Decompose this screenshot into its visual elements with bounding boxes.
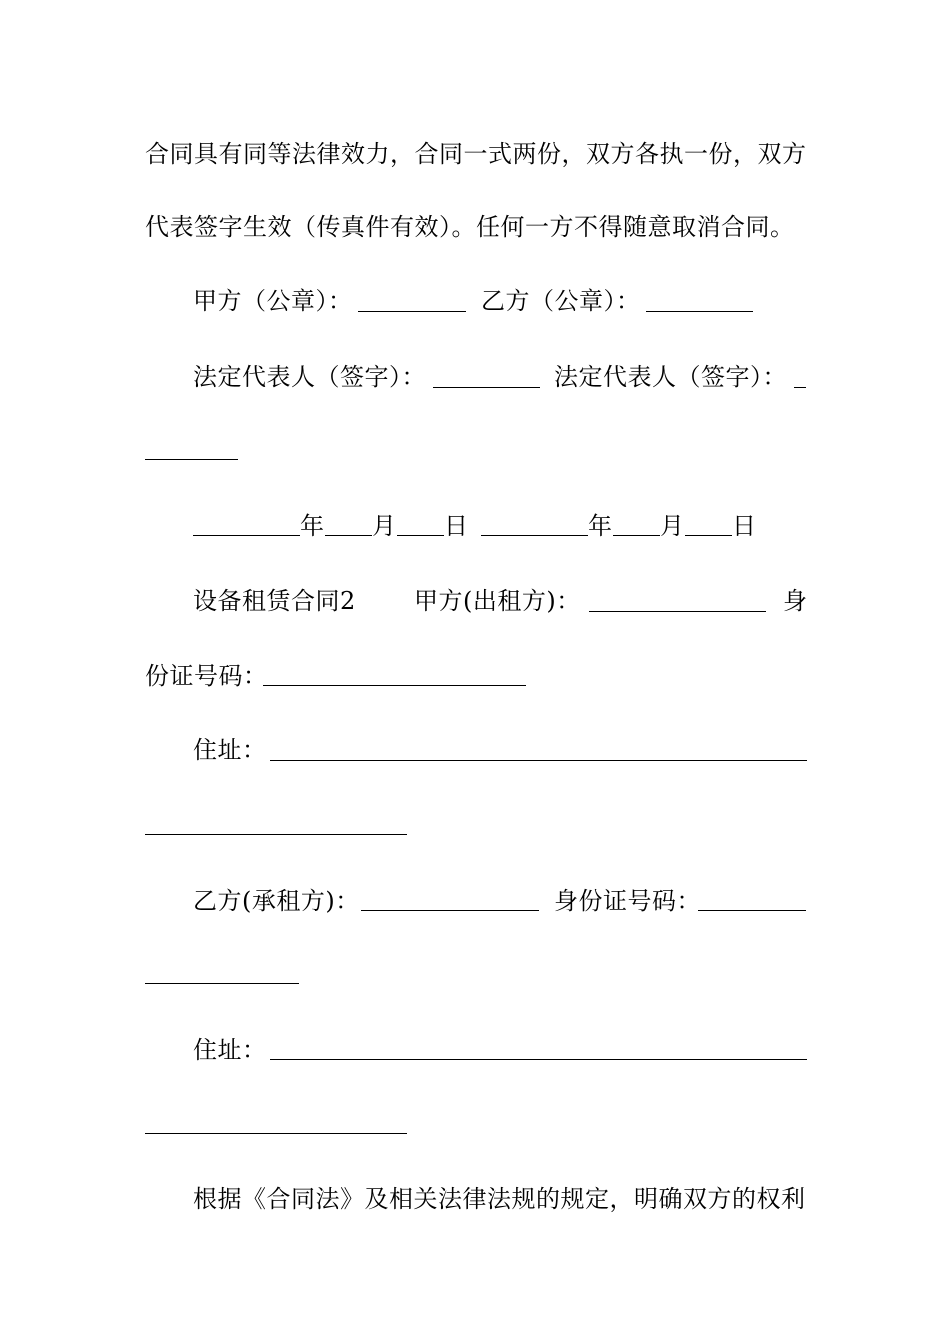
lessor-id-blank[interactable] — [263, 685, 526, 686]
date-b-month-blank[interactable] — [613, 535, 660, 536]
lessee-id-label: 身份证号码： — [554, 887, 701, 915]
date-b-month: 月 — [660, 512, 685, 540]
party-b-seal-blank[interactable] — [646, 311, 753, 312]
date-a-day-blank[interactable] — [397, 535, 444, 536]
lessor-id-label: 份证号码： — [145, 662, 268, 690]
paragraph-line: 合同具有同等法律效力，合同一式两份，双方各执一份，双方 — [145, 140, 807, 168]
date-a-year: 年 — [300, 512, 325, 540]
party-a-seal-blank[interactable] — [358, 311, 466, 312]
lessee-blank[interactable] — [361, 910, 539, 911]
legal-rep-b-blank-cont[interactable] — [145, 459, 238, 460]
date-b-year: 年 — [588, 512, 613, 540]
legal-rep-a-blank[interactable] — [433, 387, 540, 388]
party-b-seal-label: 乙方（公章）： — [481, 287, 641, 315]
paragraph-line: 代表签字生效（传真件有效）。任何一方不得随意取消合同。 — [145, 213, 795, 241]
legal-rep-b-label: 法定代表人（签字）： — [554, 363, 787, 391]
date-a-day: 日 — [444, 512, 469, 540]
date-a-month-blank[interactable] — [325, 535, 372, 536]
lessee-label: 乙方(承租方)： — [193, 887, 360, 915]
lessor-address-blank[interactable] — [270, 760, 807, 761]
contract-title: 设备租赁合同2 — [193, 587, 356, 615]
basis-paragraph-line: 根据《合同法》及相关法律法规的规定，明确双方的权利 — [193, 1185, 806, 1213]
legal-rep-b-blank[interactable] — [794, 387, 806, 388]
lessor-address-label: 住址： — [193, 736, 267, 764]
lessee-id-blank-cont[interactable] — [145, 983, 299, 984]
lessor-label: 甲方(出租方)： — [414, 587, 581, 615]
date-b-day: 日 — [732, 512, 757, 540]
lessee-address-blank[interactable] — [270, 1059, 807, 1060]
date-a-month: 月 — [372, 512, 397, 540]
lessor-id-label-start: 身 — [783, 587, 808, 615]
lessee-id-blank[interactable] — [698, 910, 806, 911]
legal-rep-a-label: 法定代表人（签字）： — [193, 363, 426, 391]
date-a-year-blank[interactable] — [193, 535, 300, 536]
lessor-address-blank-cont[interactable] — [145, 834, 407, 835]
lessee-address-blank-cont[interactable] — [145, 1133, 407, 1134]
lessee-address-label: 住址： — [193, 1036, 267, 1064]
date-b-day-blank[interactable] — [685, 535, 732, 536]
lessor-blank[interactable] — [589, 611, 766, 612]
party-a-seal-label: 甲方（公章）： — [193, 287, 353, 315]
date-b-year-blank[interactable] — [481, 535, 588, 536]
